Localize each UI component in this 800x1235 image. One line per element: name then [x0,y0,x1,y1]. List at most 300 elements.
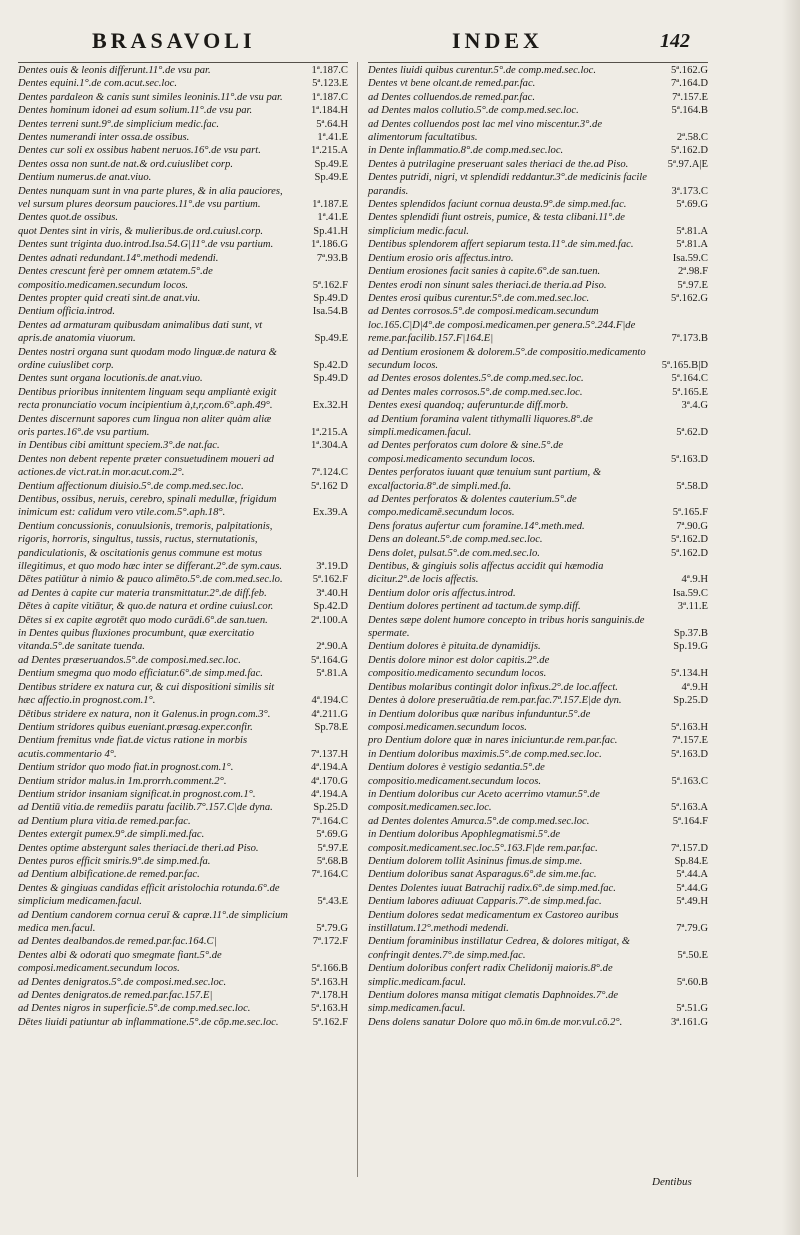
index-entry [368,211,708,238]
entry-text: in Dentium doloribus quæ naribus infunduntur.5°.de composi.medicamen.secundum locos. [368,708,591,733]
header-title: INDEX [452,28,543,53]
entry-text: ad Dentes corrosos.5°.de composi.medicam.secundum loc.165.C|D|4°.de composi.medicamen.per genera.5°.244.F|de reme.par.facilib.157.F|164.E| [368,306,636,345]
index-entry [18,681,348,708]
index-entry [18,667,348,680]
entry-text: Dentium dolores è pituita.de dynamidijs. [368,641,541,653]
index-entry [368,882,708,895]
entry-reference: 5ª.164.C [671,373,708,385]
entry-text: Dentes ossa non sunt.de nat.& ord.cuiuslibet corp. [18,158,233,170]
entry-text: Dentes Dolentes iuuat Batrachij radix.6°.de simp.med.fac. [368,882,616,894]
entry-text: Dentium dolor oris affectus.introd. [368,587,516,599]
entry-text: Dentium erosio oris affectus.intro. [368,252,514,264]
entry-text: Dentes splendidos faciunt cornua deusta.9°.de simp.med.fac. [368,199,627,211]
index-entry [18,252,348,265]
entry-reference: 5ª.44.G [676,882,708,894]
entry-reference: 5ª.166.B [311,963,348,975]
entry-text: ad Dentes perforatos & dolentes cauterium.5°.de compo.medicamē.secundum locos. [368,494,577,519]
entry-text: Dentes quot.de ossibus. [18,212,119,224]
entry-text: ad Dentes colluendos post lac mel vino miscentur.3°.de alimentorum facultatibus. [368,118,603,144]
entry-reference: 5ª.162.G [670,65,708,76]
entry-reference: 5ª.162.F [312,574,348,586]
index-entry [368,868,708,881]
entry-text: ad Dentes erosos dolentes.5°.de comp.med.sec.loc. [368,373,584,385]
index-entry [368,1016,708,1029]
entry-reference: Isa.54.B [312,306,348,318]
index-entry [368,439,708,466]
entry-reference: 1ª.187.E [312,199,348,211]
entry-text: Dentibus, ossibus, neruis, cerebro, spinali medullæ, frigidum inimicum est: calidum vero vtile.com.5°.aph.18°. [18,494,277,519]
entry-reference: 5ª.68.B [316,855,348,867]
entry-text: Dētes liuidi patiuntur ab inflammatione.5°.de cōp.me.sec.loc. [18,1016,279,1028]
entry-text: Dentes non debent repente præter consuetudinem moueri ad actiones.de vict.rat.in mor.acut.com.2°. [18,453,274,479]
entry-reference: 5ª.162.F [312,279,348,291]
entry-text: ad Dentes denigratos.de remed.par.fac.157.E| [18,990,213,1002]
entry-text: ad Dentes males corrosos.5°.de comp.med.sec.loc. [368,386,583,398]
index-entry [18,600,348,613]
entry-reference: 5ª.62.D [676,426,708,438]
entry-reference: 7ª.164.C [311,815,348,827]
index-entry [18,386,348,413]
entry-text: Dentes & gingiuas candidas efficit aristolochia rotunda.6°.de simplicium medicamen.facul. [18,882,280,908]
column-divider [357,62,358,1177]
entry-reference: 5ª.162.D [670,534,708,546]
index-entry [18,77,348,90]
index-entry [368,252,708,265]
entry-reference: 2ª.100.A [310,614,348,626]
index-entry [368,413,708,440]
index-entry [18,131,348,144]
index-entry [368,962,708,989]
entry-reference: 5ª.97.E [677,279,708,291]
entry-reference: 7ª.90.G [676,520,708,532]
entry-reference: 7ª.157.D [670,842,708,854]
entry-reference: Isa.59.C [672,252,708,264]
index-entry [18,91,348,104]
entry-reference: 1ª.215.A [310,426,348,438]
entry-reference: 5ª.69.G [676,199,708,211]
entry-reference: 7ª.157.E [672,735,708,747]
entry-reference: 2ª.58.C [676,132,708,144]
entry-reference: 5ª.165.F [672,507,708,519]
entry-reference: Sp.19.G [673,641,708,653]
entry-text: Dētes si ex capite ægrotēt quo modo curādi.6°.de san.tuen. [18,614,268,626]
entry-reference: 7ª.164.D [670,78,708,90]
index-entry [368,895,708,908]
entry-reference: 7ª.172.F [312,936,348,948]
entry-reference: 1ª.187.C [311,65,348,76]
entry-text: Dentium dolorem tollit Asininus fimus.de simp.me. [368,855,583,867]
index-entry [368,815,708,828]
index-entry [368,547,708,560]
entry-reference: 1ª.41.E [317,132,348,144]
entry-text: Dentes perforatos iuuant quæ tenuium sunt partium, & excalfactoria.8°.de simpli.med.fa. [368,467,602,492]
index-entry [368,238,708,251]
entry-reference: 5ª.163.D [670,748,708,760]
entry-reference: 5ª.134.H [670,668,708,680]
index-entry [368,64,708,77]
entry-text: Dentes liuidi quibus curentur.5°.de comp.med.sec.loc. [368,65,597,76]
entry-text: Dentes nostri organa sunt quodam modo linguæ.de natura & ordine cuiuslibet corp. [18,346,277,371]
index-entry [368,77,708,90]
entry-text: Dentium dolores mansa mitigat clematis Daphnoides.7°.de simp.medicamen.facul. [368,990,619,1015]
entry-text: Dentium numerus.de anat.viuo. [18,172,152,184]
entry-text: in Dentium doloribus maximis.5°.de comp.med.sec.loc. [368,748,602,760]
index-entry [368,292,708,305]
entry-text: Dentes à putrilagine preseruant sales theriaci de the.ad Piso. [368,158,629,170]
entry-reference: 5ª.163.C [671,775,708,787]
entry-text: ad Dentiū vitia.de remediis paratu facilib.7°.157.C|de dyna. [18,802,273,814]
index-entry [368,788,708,815]
entry-text: ad Dentes perforatos cum dolore & sine.5°.de composi.medicamento secundum locos. [368,440,564,465]
index-entry [368,681,708,694]
entry-reference: Isa.59.C [672,587,708,599]
entry-text: Dentes crescunt ferè per omnem ætatem.5°.de compositio.medicamen.secundum locos. [18,266,213,291]
entry-reference: Sp.49.D [313,373,348,385]
entry-text: Dentibus prioribus innitentem linguam sequ ampliantè exigit recta pronunciatio vocum incipientium à,t,r,com.6°.aph.49°. [18,386,277,412]
index-entry [368,399,708,412]
entry-reference: Sp.49.E [314,333,348,345]
index-entry [18,654,348,667]
index-entry [18,734,348,761]
header-rule-right [368,62,708,63]
entry-reference: 5ª.162 D [310,480,348,492]
entry-text: Dentium dolores è vestigio sedantia.5°.de compositio.medicament.secundum locos. [368,762,545,787]
entry-text: Dentes splendidi fiunt ostreis, pumice, & testa clibani.11°.de simplicium medic.facul. [368,212,625,237]
entry-text: Dentes puros efficit smiris.9°.de simp.med.fa. [18,855,211,867]
entry-text: Dentes ad armaturam quibusdam animalibus dati sunt, vt apris.de anatomia viuorum. [18,319,263,345]
page-edge-shadow [782,0,800,1235]
entry-reference: 3ª.173.C [671,185,708,197]
entry-text: Dentibus molaribus contingit dolor infixus.2°.de loc.affect. [368,681,618,693]
entry-reference: 4ª.211.G [311,708,348,720]
index-entry [18,1002,348,1015]
entry-reference: 5ª.97.A|E [667,158,708,170]
entry-reference: 1ª.187.C [311,91,348,103]
entry-text: Dentium labores adiuuat Capparis.7°.de simp.med.fac. [368,896,602,908]
index-entry [368,171,708,198]
index-entry [368,855,708,868]
entry-reference: 7ª.157.E [672,91,708,103]
index-entry [18,144,348,157]
entry-text: ad Dentium erosionem & dolorem.5°.de compositio.medicamento secundum locos. [368,346,646,371]
entry-text: Dentes terreni sunt.9°.de simplicium medic.fac. [18,118,219,130]
index-entry [368,761,708,788]
entry-reference: Sp.84.E [674,855,708,867]
entry-reference: 1ª.215.A [310,145,348,157]
entry-reference: Sp.49.E [314,172,348,184]
index-entry [18,211,348,224]
index-entry [18,842,348,855]
index-entry [18,989,348,1002]
entry-text: in Dentium doloribus cur Aceto acerrimo vtamur.5°.de composit.medicamen.sec.loc. [368,788,600,814]
entry-reference: 4ª.9.H [681,574,708,586]
index-entry [18,439,348,452]
entry-reference: 5ª.97.E [317,842,348,854]
index-entry [18,372,348,385]
entry-text: Dentes cur soli ex ossibus habent neruos.16°.de vsu part. [18,145,261,157]
entry-reference: Sp.25.D [673,695,708,707]
index-entry [18,708,348,721]
entry-text: ad Dentes colluendos.de remed.par.fac. [368,91,536,103]
entry-reference: 5ª.163.D [670,453,708,465]
index-entry [18,788,348,801]
index-column-left [18,64,348,1029]
entry-reference: 5ª.163.H [670,721,708,733]
index-entry [18,413,348,440]
index-column-right [368,64,708,1029]
index-entry [18,118,348,131]
entry-reference: 5ª.163.A [670,802,708,814]
entry-text: Dentium doloribus confert radix Chelidonij maioris.8°.de simplic.medicam.facul. [368,963,613,988]
entry-reference: Sp.42.D [313,359,348,371]
index-entry [368,560,708,587]
entry-text: Dens dolet, pulsat.5°.de com.med.sec.lo. [368,547,540,559]
entry-reference: 7ª.93.B [316,252,348,264]
entry-text: quot Dentes sint in viris, & mulieribus.de ord.cuiusl.corp. [18,225,264,237]
entry-text: Dentes exesi quandoq; auferuntur.de diff.morb. [368,400,569,412]
entry-text: Dentes adnati redundant.14°.methodi medendi. [18,252,219,264]
entry-text: Dentes ouis & leonis differunt.11°.de vsu par. [18,65,211,76]
index-entry [368,734,708,747]
entry-text: ad Dentium albificatione.de remed.par.fac. [18,869,200,881]
entry-reference: 5ª.163.H [310,976,348,988]
entry-text: Dentium doloribus sanat Asparagus.6°.de sim.me.fac. [368,869,597,881]
entry-text: Dentis dolore minor est dolor capitis.2°.de compositio.medicamento secundum locos. [368,654,550,680]
index-entry [368,909,708,936]
entry-reference: 5ª.58.D [676,480,708,492]
entry-text: Dentium officia.introd. [18,306,116,318]
entry-text: ad Dentium plura vitia.de remed.par.fac. [18,815,191,827]
index-entry [18,171,348,184]
index-entry [368,305,708,345]
index-entry [18,801,348,814]
index-entry [18,721,348,734]
index-entry [18,104,348,117]
index-entry [368,587,708,600]
index-entry [368,386,708,399]
index-entry [18,319,348,346]
entry-text: Dentes optime abstergunt sales theriaci.de theri.ad Piso. [18,842,259,854]
index-entry [368,748,708,761]
index-entry [18,775,348,788]
entry-text: Dentium dolores sedat medicamentum ex Castoreo auribus instillatum.12°.methodi medendi. [368,909,619,934]
entry-reference: 5ª.164.F [672,815,708,827]
entry-text: Dentibus, & gingiuis solis affectus accidit qui hæmodia dicitur.2°.de locis affectis. [368,561,604,586]
index-entry [368,694,708,707]
entry-text: ad Dentes malos collutio.5°.de comp.med.sec.loc. [368,105,579,117]
entry-reference: 3ª.19.D [316,561,348,573]
index-entry [368,640,708,653]
index-entry [368,466,708,493]
index-entry [18,292,348,305]
index-entry [18,480,348,493]
entry-text: in Dentium doloribus Apophlegmatismi.5°.de composit.medicament.sec.loc.5°.163.F|de rem.par.fac. [368,829,598,854]
entry-text: in Dentes quibus fluxiones procumbunt, quæ exercitatio vitanda.5°.de sanitate tuenda. [18,628,255,653]
index-entry [18,868,348,881]
entry-reference: 5ª.162.F [312,1016,348,1028]
entry-text: ad Dentes dealbandos.de remed.par.fac.164.C| [18,936,217,948]
entry-reference: 5ª.163.H [310,1003,348,1015]
header-rule-left [18,62,348,63]
index-entry [368,708,708,735]
index-entry [18,815,348,828]
index-entry [18,935,348,948]
entry-reference: 5ª.162.D [670,547,708,559]
entry-text: Dētes patiūtur à nimio & pauco alimēto.5°.de com.med.sec.lo. [18,574,283,586]
entry-text: Dētes à capite vitiātur, & quo.de natura et ordine cuiusl.cor. [18,601,274,613]
index-entry [368,372,708,385]
entry-reference: 5ª.51.G [676,1003,708,1015]
index-entry [18,64,348,77]
entry-text: Dentes erodi non sinunt sales theriaci.de theria.ad Piso. [368,279,607,291]
entry-text: Dentes pardaleon & canis sunt similes leoninis.11°.de vsu par. [18,91,283,103]
index-entry [18,855,348,868]
index-entry [18,225,348,238]
entry-reference: 7ª.124.C [311,467,348,479]
index-entry [18,614,348,627]
index-entry [368,828,708,855]
entry-reference: 1ª.186.G [310,239,348,251]
entry-text: Dens foratus aufertur cum foramine.14°.meth.med. [368,520,585,532]
index-entry [18,346,348,373]
entry-text: ad Dentium candorem cornua ceruī & capræ.11°.de simplicium medica men.facul. [18,909,288,934]
entry-text: Dentium stridor quo modo fiat.in prognost.com.1°. [18,762,234,774]
entry-reference: 5ª.81.A [676,225,708,237]
entry-reference: 5ª.43.E [317,896,348,908]
entry-text: Dentes numerandi inter ossa.de ossibus. [18,132,190,144]
index-entry [18,587,348,600]
entry-text: Dentium affectionum diuisio.5°.de comp.med.sec.loc. [18,480,244,492]
entry-text: Dentium stridores quibus eueniant.præsag.exper.confir. [18,721,253,733]
entry-reference: 5ª.164.B [671,105,708,117]
entry-text: Dentes propter quid creati sint.de anat.viu. [18,292,201,304]
index-entry [18,185,348,212]
index-entry [368,533,708,546]
entry-text: ad Dentes denigratos.5°.de composi.med.sec.loc. [18,976,227,988]
entry-text: Dentium foraminibus instillatur Cedrea, & dolores mitigat, & confringit dentes.7°.de simp.med.fac. [368,936,631,961]
catchword: Dentibus [652,1176,692,1188]
index-entry [368,989,708,1016]
entry-reference: 4ª.170.G [310,775,348,787]
entry-text: ad Dentes præseruandos.5°.de composi.med.sec.loc. [18,654,241,666]
entry-reference: 5ª.64.H [316,118,348,130]
index-entry [18,305,348,318]
entry-reference: Sp.78.E [314,721,348,733]
index-entry [18,976,348,989]
index-entry [18,882,348,909]
entry-reference: Sp.41.H [313,225,348,237]
index-entry [18,520,348,574]
entry-reference: 7ª.178.H [310,990,348,1002]
entry-text: Dens dolens sanatur Dolore quo mō.in 6m.de mor.vul.cō.2°. [368,1016,623,1028]
index-entry [368,520,708,533]
entry-reference: Sp.37.B [673,628,708,640]
entry-reference: 2ª.90.A [316,641,348,653]
index-entry [18,828,348,841]
entry-text: Dentes nunquam sunt in vna parte plures, & in alia pauciores, vel sursum plures deorsum pauciores.11°.de vsu partium. [18,185,283,211]
entry-text: ad Dentium foramina valent tithymalli liquores.8°.de simpli.medicamen.facul. [368,413,593,438]
index-entry [368,493,708,520]
entry-reference: Sp.49.E [314,158,348,170]
index-entry [18,573,348,586]
index-entry [368,935,708,962]
entry-reference: 7ª.173.B [671,333,708,345]
index-entry [18,238,348,251]
index-entry [18,761,348,774]
entry-text: Dentes erosi quibus curentur.5°.de com.med.sec.loc. [368,292,590,304]
entry-text: Dentes hominum idonei ad esum solium.11°.de vsu par. [18,105,253,117]
entry-text: Dentes putridi, nigri, vt splendidi reddantur.3°.de medicinis facile parandis. [368,172,647,197]
entry-reference: 5ª.162.D [670,145,708,157]
entry-reference: 5ª.44.A [676,869,708,881]
entry-reference: 4ª.194.A [310,762,348,774]
entry-reference: 5ª.123.E [312,78,348,90]
entry-reference: 3ª.40.H [316,587,348,599]
entry-text: Dentes à dolore preseruātia.de rem.par.fac.7ª.157.E|de dyn. [368,695,622,707]
index-entry [368,279,708,292]
entry-reference: 3ª.11.E [677,601,708,613]
entry-reference: Sp.49.D [313,292,348,304]
index-entry [368,104,708,117]
entry-reference: Ex.32.H [312,400,348,412]
entry-text: ad Dentes à capite cur materia transmittatur.2°.de diff.feb. [18,587,267,599]
index-entry [18,909,348,936]
index-entry [18,1016,348,1029]
entry-reference: 5ª.162.G [670,292,708,304]
entry-text: Dentium stridor malus.in 1m.prorrh.comment.2°. [18,775,227,787]
entry-text: Dentes sunt triginta duo.introd.Isa.54.G|11°.de vsu partium. [18,239,274,251]
entry-text: pro Dentium dolore quæ in nares iniciuntur.de rem.par.fac. [368,735,618,747]
entry-text: Dentium fremitus vnde fiat.de victus ratione in morbis acutis.commentario 4°. [18,735,248,760]
index-entry [368,118,708,145]
index-entry [368,144,708,157]
entry-reference: 5ª.50.E [677,949,708,961]
entry-reference: 5ª.79.G [316,923,348,934]
entry-reference: 1ª.41.E [317,212,348,224]
entry-text: Dentes discernunt sapores cum lingua non aliter quàm aliæ oris partes.16°.de vsu partium. [18,413,272,438]
entry-text: Dentes sæpe dolent humore concepto in tribus horis sanguinis.de spermate. [368,614,645,640]
entry-text: Dētibus stridere ex natura, non it Galenus.in progn.com.3°. [18,708,271,720]
index-entry [18,158,348,171]
index-entry [368,158,708,171]
index-entry [18,627,348,654]
entry-reference: 7ª.137.H [310,748,348,760]
entry-reference: Ex.39.A [312,507,348,519]
entry-reference: 5ª.165.E [672,386,708,398]
index-entry [368,91,708,104]
running-header [0,28,800,58]
entry-reference: 5ª.69.G [316,829,348,841]
entry-text: Dentes sunt organa locutionis.de anat.viuo. [18,373,203,385]
index-entry [18,265,348,292]
entry-text: ad Dentes dolentes Amurca.5°.de comp.med.sec.loc. [368,815,590,827]
entry-text: Dentes extergit pumex.9°.de simpli.med.fac. [18,829,205,841]
entry-text: Dentium concussionis, conuulsionis, tremoris, palpitationis, rigoris, horroris, singultus, tussis, ructus, sternutationis, pandiculationis, & oscitationis genus commune est motus illegitimus, et quo modo hæc inter se differant.2°.de sym.caus. [18,520,283,573]
entry-reference: 7ª.164.C [311,869,348,881]
entry-reference: 1ª.184.H [310,105,348,117]
header-author: BRASAVOLI [92,28,256,53]
entry-text: Dentium smegma quo modo efficiatur.6°.de simp.med.fac. [18,668,263,680]
entry-text: Dentium erosiones facit sanies à capite.6°.de san.tuen. [368,266,601,278]
entry-text: Dentium dolores pertinent ad tactum.de symp.diff. [368,601,581,613]
entry-text: Dentes vt bene olcant.de remed.par.fac. [368,78,536,90]
index-entry [368,265,708,278]
entry-reference: Sp.25.D [313,802,348,814]
index-entry [368,346,708,373]
entry-reference: 5ª.81.A [676,239,708,251]
entry-reference: 5ª.60.B [676,976,708,988]
entry-reference: Sp.42.D [313,601,348,613]
